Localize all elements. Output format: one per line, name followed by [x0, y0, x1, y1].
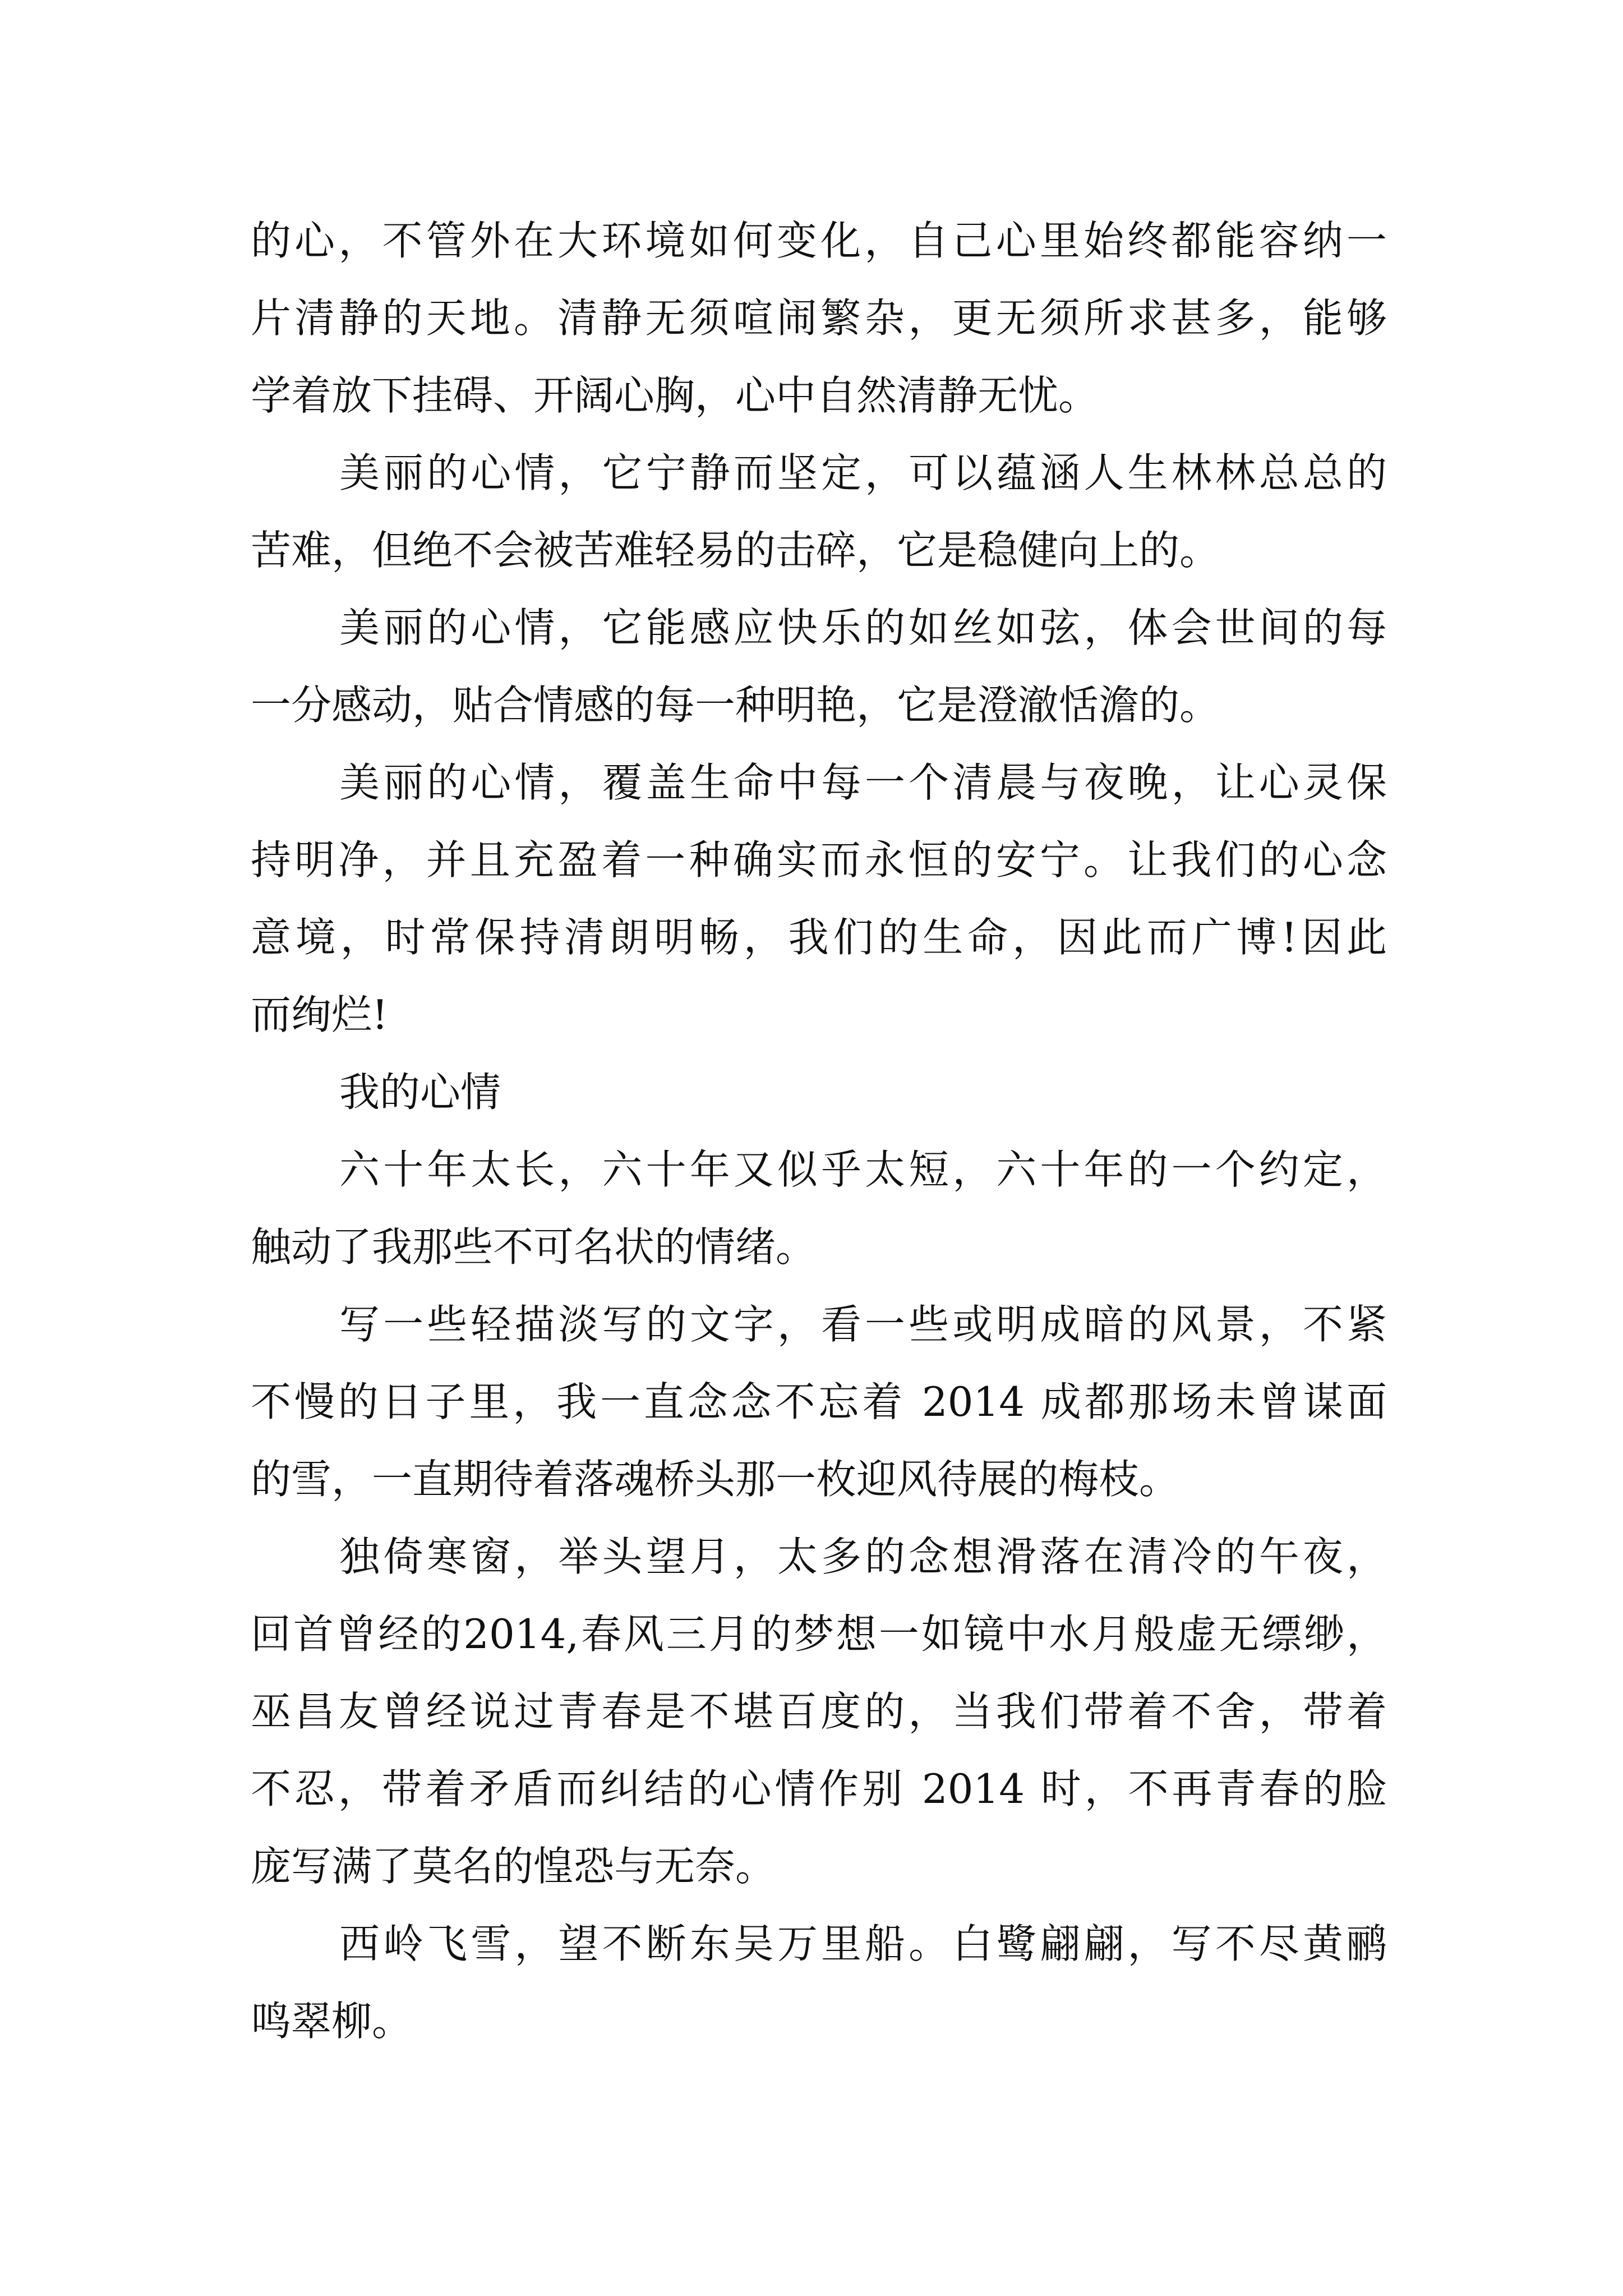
- text-line: 美丽的心情，覆盖生命中每一个清晨与夜晚，让心灵保: [339, 759, 1387, 806]
- paragraph-continued: [251, 202, 1387, 434]
- text-line: 的雪，一直期待着落魂桥头那一枚迎风待展的梅枝。: [251, 1456, 1180, 1503]
- text-line: 美丽的心情，它能感应快乐的如丝如弦，体会世间的每: [339, 604, 1387, 651]
- text-line: 意境，时常保持清朗明畅，我们的生命，因此而广博!因此: [251, 914, 1387, 961]
- paragraph: [251, 589, 1387, 744]
- section-title: [251, 1053, 1387, 1131]
- paragraph: [251, 434, 1387, 589]
- paragraph: [251, 1286, 1387, 1518]
- text-line: 写一些轻描淡写的文字，看一些或明成暗的风景，不紧: [339, 1301, 1387, 1348]
- text-line: 片清静的天地。清静无须喧闹繁杂，更无须所求甚多，能够: [251, 295, 1387, 342]
- text-line: 苦难，但绝不会被苦难轻易的击碎，它是稳健向上的。: [251, 527, 1220, 574]
- text-line: 持明净，并且充盈着一种确实而永恒的安宁。让我们的心念: [251, 836, 1387, 884]
- text-line: 六十年太长，六十年又似乎太短，六十年的一个约定，: [339, 1146, 1387, 1193]
- paragraph: [251, 1131, 1387, 1286]
- text-line: 的心，不管外在大环境如何变化，自己心里始终都能容纳一: [251, 217, 1387, 264]
- text-line: 学着放下挂碍、开阔心胸，心中自然清静无忧。: [251, 372, 1099, 419]
- paragraph: [251, 1518, 1387, 1905]
- text-line: 触动了我那些不可名状的情绪。: [251, 1223, 817, 1271]
- text-line: 鸣翠柳。: [251, 1998, 413, 2045]
- text-line: 不慢的日子里，我一直念念不忘着 2014 成都那场未曾谋面: [251, 1378, 1387, 1425]
- paragraph: [251, 744, 1387, 1053]
- text-line: 不忍，带着矛盾而纠结的心情作别 2014 时，不再青春的脸: [251, 1765, 1387, 1812]
- text-line: 一分感动，贴合情感的每一种明艳，它是澄澈恬澹的。: [251, 682, 1220, 729]
- text-line: 而绚烂!: [251, 991, 388, 1038]
- section-title-text: 我的心情: [339, 1069, 501, 1116]
- text-line: 庞写满了莫名的惶恐与无奈。: [251, 1843, 776, 1890]
- text-line: 美丽的心情，它宁静而坚定，可以蕴涵人生林林总总的: [339, 449, 1387, 496]
- body-text: [251, 202, 1387, 2060]
- text-line: 西岭飞雪，望不断东吴万里船。白鹭翩翩，写不尽黄鹂: [339, 1920, 1387, 1967]
- text-line: 独倚寒窗，举头望月，太多的念想滑落在清冷的午夜，: [339, 1533, 1387, 1580]
- text-line: 巫昌友曾经说过青春是不堪百度的，当我们带着不舍，带着: [251, 1688, 1387, 1735]
- text-line: 回首曾经的2014,春风三月的梦想一如镜中水月般虚无缥缈，: [251, 1611, 1387, 1658]
- paragraph: [251, 1905, 1387, 2060]
